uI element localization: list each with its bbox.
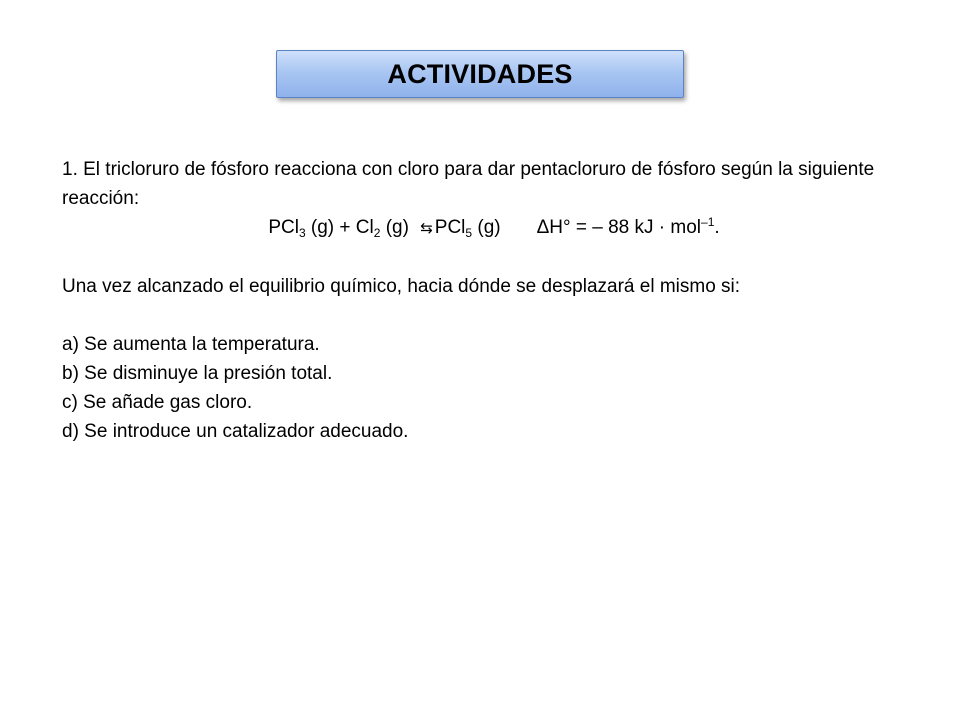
chemical-equation: PCl$_3$ $(g) + Cl_2$ (g) ⇆ PCl$_5$ (g) ΔH° = – 88 kJ · mol$^{-1}$. <box>62 213 902 243</box>
enthalpy-value: ΔH° = – 88 kJ · mol$^{-1}$. <box>536 215 720 238</box>
title-banner <box>276 50 684 98</box>
page-title: ACTIVIDADES <box>387 58 573 89</box>
option-a: a) Se aumenta la temperatura. <box>62 334 320 355</box>
option-d: d) Se introduce un catalizador adecuado. <box>62 421 409 442</box>
equilibrium-arrow-icon: ⇆ <box>420 220 433 237</box>
option-b: b) Se disminuye la presión total. <box>62 363 333 384</box>
problem-content <box>62 155 902 446</box>
option-c: c) Se añade gas cloro. <box>62 392 253 413</box>
problem-question: Una vez alcanzado el equilibrio químico, hacia dónde se desplazará el mismo si: <box>62 276 741 297</box>
product-pcl5: PCl <box>434 217 466 238</box>
reactant-cl2: Cl <box>355 217 374 238</box>
reactant-pcl3: PCl <box>268 217 299 238</box>
problem-intro: 1. El tricloruro de fósforo reacciona con cloro para dar pentacloruro de fósforo según la siguiente reacción: <box>62 159 875 209</box>
